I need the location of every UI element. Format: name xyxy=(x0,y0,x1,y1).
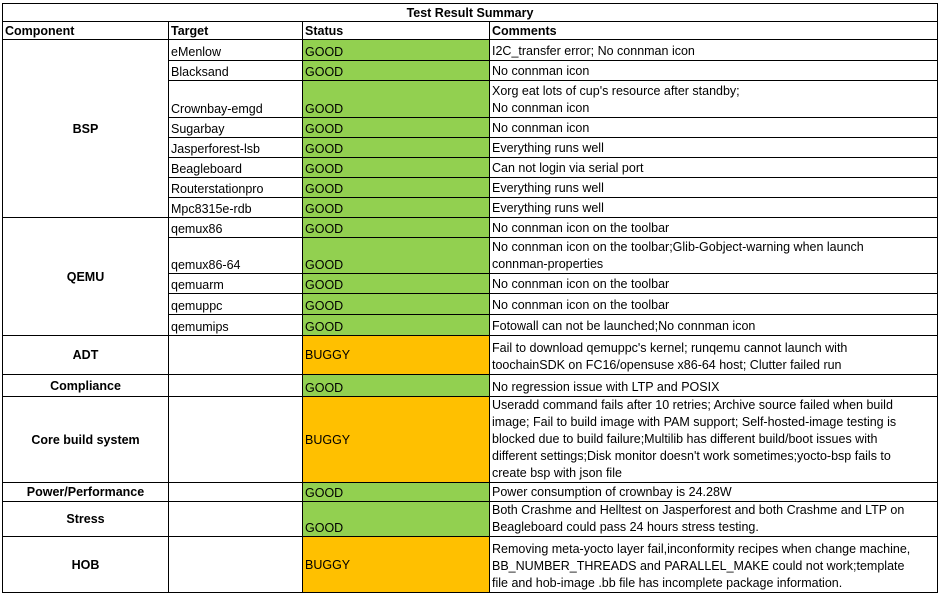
header-component: Component xyxy=(3,22,169,40)
table-row xyxy=(3,336,938,375)
status-cell: GOOD xyxy=(303,178,490,198)
comment-cell: No connman icon xyxy=(490,61,938,81)
target-cell: qemuppc xyxy=(169,294,303,315)
comment-cell: Everything runs well xyxy=(490,178,938,198)
target-cell: Beagleboard xyxy=(169,158,303,178)
comment-cell: I2C_transfer error; No connman icon xyxy=(490,40,938,61)
table-row xyxy=(3,502,938,537)
comment-cell: No regression issue with LTP and POSIX xyxy=(490,375,938,397)
component-cell: ADT xyxy=(3,336,169,375)
status-cell: GOOD xyxy=(303,238,490,274)
comment-cell: Everything runs well xyxy=(490,198,938,218)
target-cell xyxy=(169,502,303,537)
target-cell: qemuarm xyxy=(169,274,303,294)
status-cell: GOOD xyxy=(303,61,490,81)
target-cell: Mpc8315e-rdb xyxy=(169,198,303,218)
status-cell: GOOD xyxy=(303,40,490,61)
target-cell: qemux86-64 xyxy=(169,238,303,274)
component-cell: BSP xyxy=(3,40,169,218)
header-target: Target xyxy=(169,22,303,40)
comment-cell: Xorg eat lots of cup's resource after standby; No connman icon xyxy=(490,81,938,118)
target-cell xyxy=(169,483,303,502)
target-cell xyxy=(169,397,303,483)
comment-cell: Useradd command fails after 10 retries; Archive source failed when build image; Fail to build image with PAM support; Self-hosted-image testing is blocked due to build failure;Multilib has different build/boot issues with different settings;Disk monitor doesn't work sometimes;yocto-bsp fails to create bsp with json file xyxy=(490,397,938,483)
component-cell: HOB xyxy=(3,537,169,593)
target-cell: Blacksand xyxy=(169,61,303,81)
component-cell: Compliance xyxy=(3,375,169,397)
target-cell xyxy=(169,336,303,375)
table-row xyxy=(3,483,938,502)
comment-cell: No connman icon on the toolbar xyxy=(490,274,938,294)
header-comments: Comments xyxy=(490,22,938,40)
comment-cell: Power consumption of crownbay is 24.28W xyxy=(490,483,938,502)
comment-cell: Can not login via serial port xyxy=(490,158,938,178)
component-cell: Stress xyxy=(3,502,169,537)
table-row xyxy=(3,375,938,397)
header-status: Status xyxy=(303,22,490,40)
target-cell: qemux86 xyxy=(169,218,303,238)
comment-cell: No connman icon on the toolbar;Glib-Gobject-warning when launch connman-properties xyxy=(490,238,938,274)
target-cell: eMenlow xyxy=(169,40,303,61)
status-cell: GOOD xyxy=(303,375,490,397)
table-title: Test Result Summary xyxy=(3,4,938,22)
status-cell: GOOD xyxy=(303,118,490,138)
comment-cell: No connman icon on the toolbar xyxy=(490,294,938,315)
target-cell: Sugarbay xyxy=(169,118,303,138)
comment-cell: Fail to download qemuppc's kernel; runqemu cannot launch with toochainSDK on FC16/opensuse x86-64 host; Clutter failed run xyxy=(490,336,938,375)
component-cell: Core build system xyxy=(3,397,169,483)
status-cell: GOOD xyxy=(303,294,490,315)
comment-cell: Removing meta-yocto layer fail,inconformity recipes when change machine, BB_NUMBER_THREADS and PARALLEL_MAKE could not work;template file and hob-image .bb file has incomplete package information. xyxy=(490,537,938,593)
status-cell: GOOD xyxy=(303,81,490,118)
status-cell: GOOD xyxy=(303,198,490,218)
comment-cell: Fotowall can not be launched;No connman icon xyxy=(490,315,938,336)
test-result-table xyxy=(2,3,938,593)
target-cell: Crownbay-emgd xyxy=(169,81,303,118)
status-cell: GOOD xyxy=(303,502,490,537)
table-row xyxy=(3,40,938,61)
status-cell: BUGGY xyxy=(303,336,490,375)
status-cell: GOOD xyxy=(303,138,490,158)
status-cell: GOOD xyxy=(303,218,490,238)
target-cell: qemumips xyxy=(169,315,303,336)
table-row xyxy=(3,218,938,238)
header-row xyxy=(3,22,938,40)
component-cell: Power/Performance xyxy=(3,483,169,502)
status-cell: BUGGY xyxy=(303,537,490,593)
status-cell: BUGGY xyxy=(303,397,490,483)
target-cell: Jasperforest-lsb xyxy=(169,138,303,158)
target-cell xyxy=(169,537,303,593)
component-cell: QEMU xyxy=(3,218,169,336)
comment-cell: Both Crashme and Helltest on Jasperforest and both Crashme and LTP on Beagleboard could pass 24 hours stress testing. xyxy=(490,502,938,537)
comment-cell: No connman icon xyxy=(490,118,938,138)
status-cell: GOOD xyxy=(303,274,490,294)
table-row xyxy=(3,397,938,483)
target-cell xyxy=(169,375,303,397)
table-row xyxy=(3,537,938,593)
target-cell: Routerstationpro xyxy=(169,178,303,198)
status-cell: GOOD xyxy=(303,315,490,336)
comment-cell: No connman icon on the toolbar xyxy=(490,218,938,238)
comment-cell: Everything runs well xyxy=(490,138,938,158)
status-cell: GOOD xyxy=(303,483,490,502)
status-cell: GOOD xyxy=(303,158,490,178)
